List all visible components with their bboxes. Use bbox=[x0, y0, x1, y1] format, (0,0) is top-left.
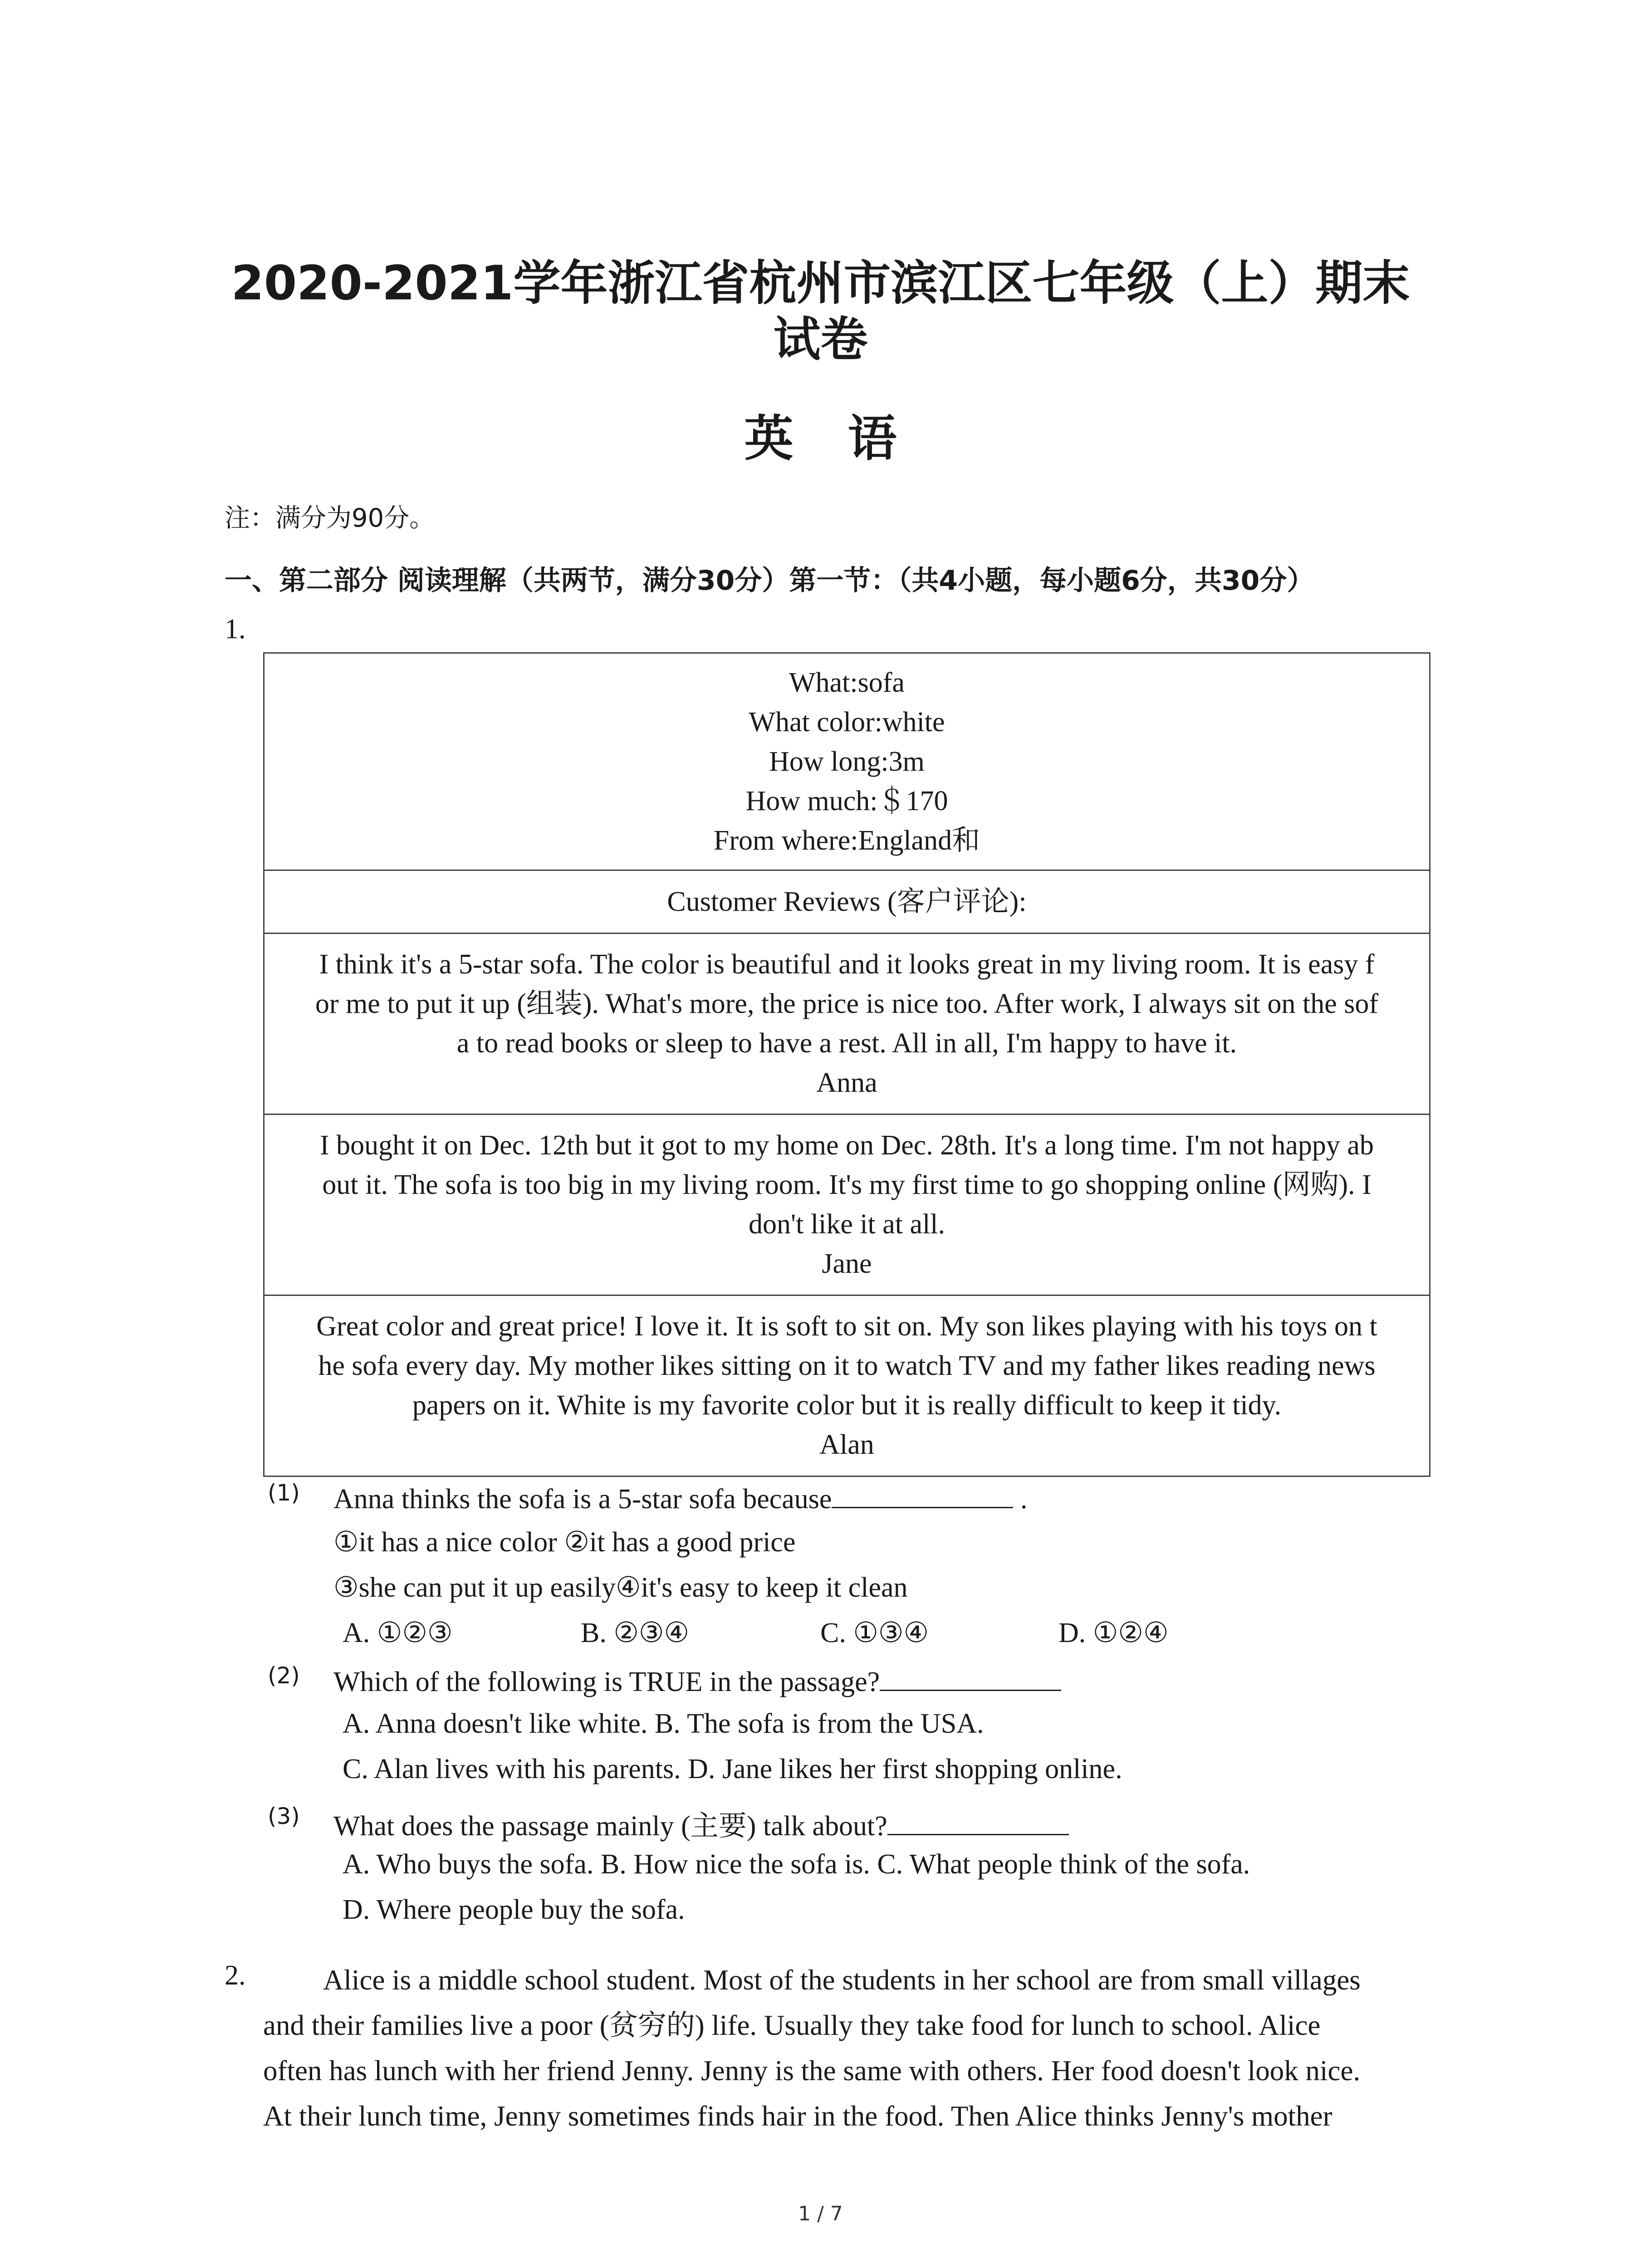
review-line: he sofa every day. My mother likes sitting on it to watch TV and my father likes reading news bbox=[318, 1350, 1376, 1381]
review-row bbox=[264, 1295, 1430, 1476]
product-row bbox=[264, 653, 1430, 870]
option-a[interactable]: A. ①②③ bbox=[343, 1618, 453, 1648]
answer-blank[interactable] bbox=[880, 1662, 1061, 1691]
review-author: Alan bbox=[819, 1429, 874, 1460]
review-row bbox=[264, 934, 1430, 1114]
passage-line: At their lunch time, Jenny sometimes finds hair in the food. Then Alice thinks Jenny's mother bbox=[263, 2100, 1332, 2132]
product-color: What color:white bbox=[749, 706, 945, 738]
question-number: 2. bbox=[225, 1960, 246, 1991]
product-cell bbox=[264, 653, 1430, 870]
choice-line: ①it has a nice color ②it has a good price bbox=[333, 1527, 796, 1558]
stem-end: . bbox=[1020, 1484, 1028, 1515]
subquestion-stem bbox=[333, 1803, 1069, 1843]
answer-blank[interactable] bbox=[832, 1480, 1013, 1508]
option-b[interactable]: B. ②③④ bbox=[581, 1618, 690, 1648]
review-jane bbox=[264, 1114, 1430, 1295]
review-alan bbox=[264, 1295, 1430, 1476]
product-info-table bbox=[263, 652, 1430, 1477]
review-line: don't like it at all. bbox=[748, 1209, 945, 1240]
reviews-heading: Customer Reviews (客户评论): bbox=[264, 870, 1430, 934]
product-price: How much:＄170 bbox=[745, 785, 948, 816]
review-anna bbox=[264, 934, 1430, 1114]
subject-title: 英语 bbox=[744, 411, 951, 467]
review-line: out it. The sofa is too big in my living room. It's my first time to go shopping online (网购). I bbox=[322, 1169, 1372, 1200]
review-line: or me to put it up (组装). What's more, the price is nice too. After work, I always sit on the sof bbox=[315, 988, 1379, 1019]
product-origin: From where:England和 bbox=[713, 825, 980, 856]
answer-blank[interactable] bbox=[887, 1807, 1069, 1835]
review-line: a to read books or sleep to have a rest. All in all, I'm happy to have it. bbox=[456, 1028, 1237, 1059]
review-line: Great color and great price! I love it. It is soft to sit on. My son likes playing with his toys on t bbox=[316, 1311, 1377, 1342]
section-heading: 一、第二部分 阅读理解（共两节，满分30分）第一节：（共4小题，每小题6分，共30分） bbox=[225, 565, 1314, 596]
review-line: I think it's a 5-star sofa. The color is beautiful and it looks great in my living room. It is easy f bbox=[319, 949, 1375, 980]
page-title-line2: 试卷 bbox=[773, 312, 868, 367]
option-line[interactable]: C. Alan lives with his parents. D. Jane likes her first shopping online. bbox=[343, 1754, 1122, 1784]
page-number: 1 / 7 bbox=[798, 2202, 843, 2225]
subquestion-number: (1) bbox=[268, 1480, 300, 1506]
option-d[interactable]: D. ①②④ bbox=[1058, 1618, 1169, 1648]
product-what: What:sofa bbox=[789, 667, 905, 698]
option-line[interactable]: D. Where people buy the sofa. bbox=[343, 1894, 685, 1925]
review-author: Anna bbox=[816, 1067, 877, 1098]
passage-line: Alice is a middle school student. Most of the students in her school are from small villages bbox=[323, 1964, 1361, 1996]
stem-text: What does the passage mainly (主要) talk about? bbox=[333, 1811, 887, 1842]
question-number: 1. bbox=[225, 614, 246, 645]
choice-line: ③she can put it up easily④it's easy to keep it clean bbox=[333, 1572, 908, 1603]
reviews-heading-row bbox=[264, 870, 1430, 934]
passage-line: and their families live a poor (贫穷的) life. Usually they take food for lunch to school. Alice bbox=[263, 2009, 1321, 2041]
score-note: 注：满分为90分。 bbox=[225, 503, 435, 533]
stem-text: Anna thinks the sofa is a 5-star sofa because bbox=[333, 1484, 832, 1515]
review-author: Jane bbox=[822, 1248, 872, 1279]
option-c[interactable]: C. ①③④ bbox=[820, 1618, 929, 1648]
page-title-line1: 2020-2021学年浙江省杭州市滨江区七年级（上）期末 bbox=[231, 255, 1410, 311]
subquestion-stem bbox=[333, 1480, 1027, 1515]
option-line[interactable]: A. Who buys the sofa. B. How nice the sofa is. C. What people think of the sofa. bbox=[343, 1849, 1250, 1880]
stem-text: Which of the following is TRUE in the passage? bbox=[333, 1667, 880, 1697]
review-line: papers on it. White is my favorite color but it is really difficult to keep it tidy. bbox=[412, 1390, 1282, 1421]
subquestion-number: (3) bbox=[268, 1803, 300, 1829]
review-row bbox=[264, 1114, 1430, 1295]
product-length: How long:3m bbox=[769, 746, 925, 777]
subquestion-stem bbox=[333, 1662, 1061, 1698]
review-line: I bought it on Dec. 12th but it got to my home on Dec. 28th. It's a long time. I'm not happy ab bbox=[320, 1130, 1374, 1161]
passage-line: often has lunch with her friend Jenny. Jenny is the same with others. Her food doesn't look nice. bbox=[263, 2055, 1361, 2087]
option-line[interactable]: A. Anna doesn't like white. B. The sofa is from the USA. bbox=[343, 1708, 984, 1739]
subquestion-number: (2) bbox=[268, 1662, 300, 1689]
